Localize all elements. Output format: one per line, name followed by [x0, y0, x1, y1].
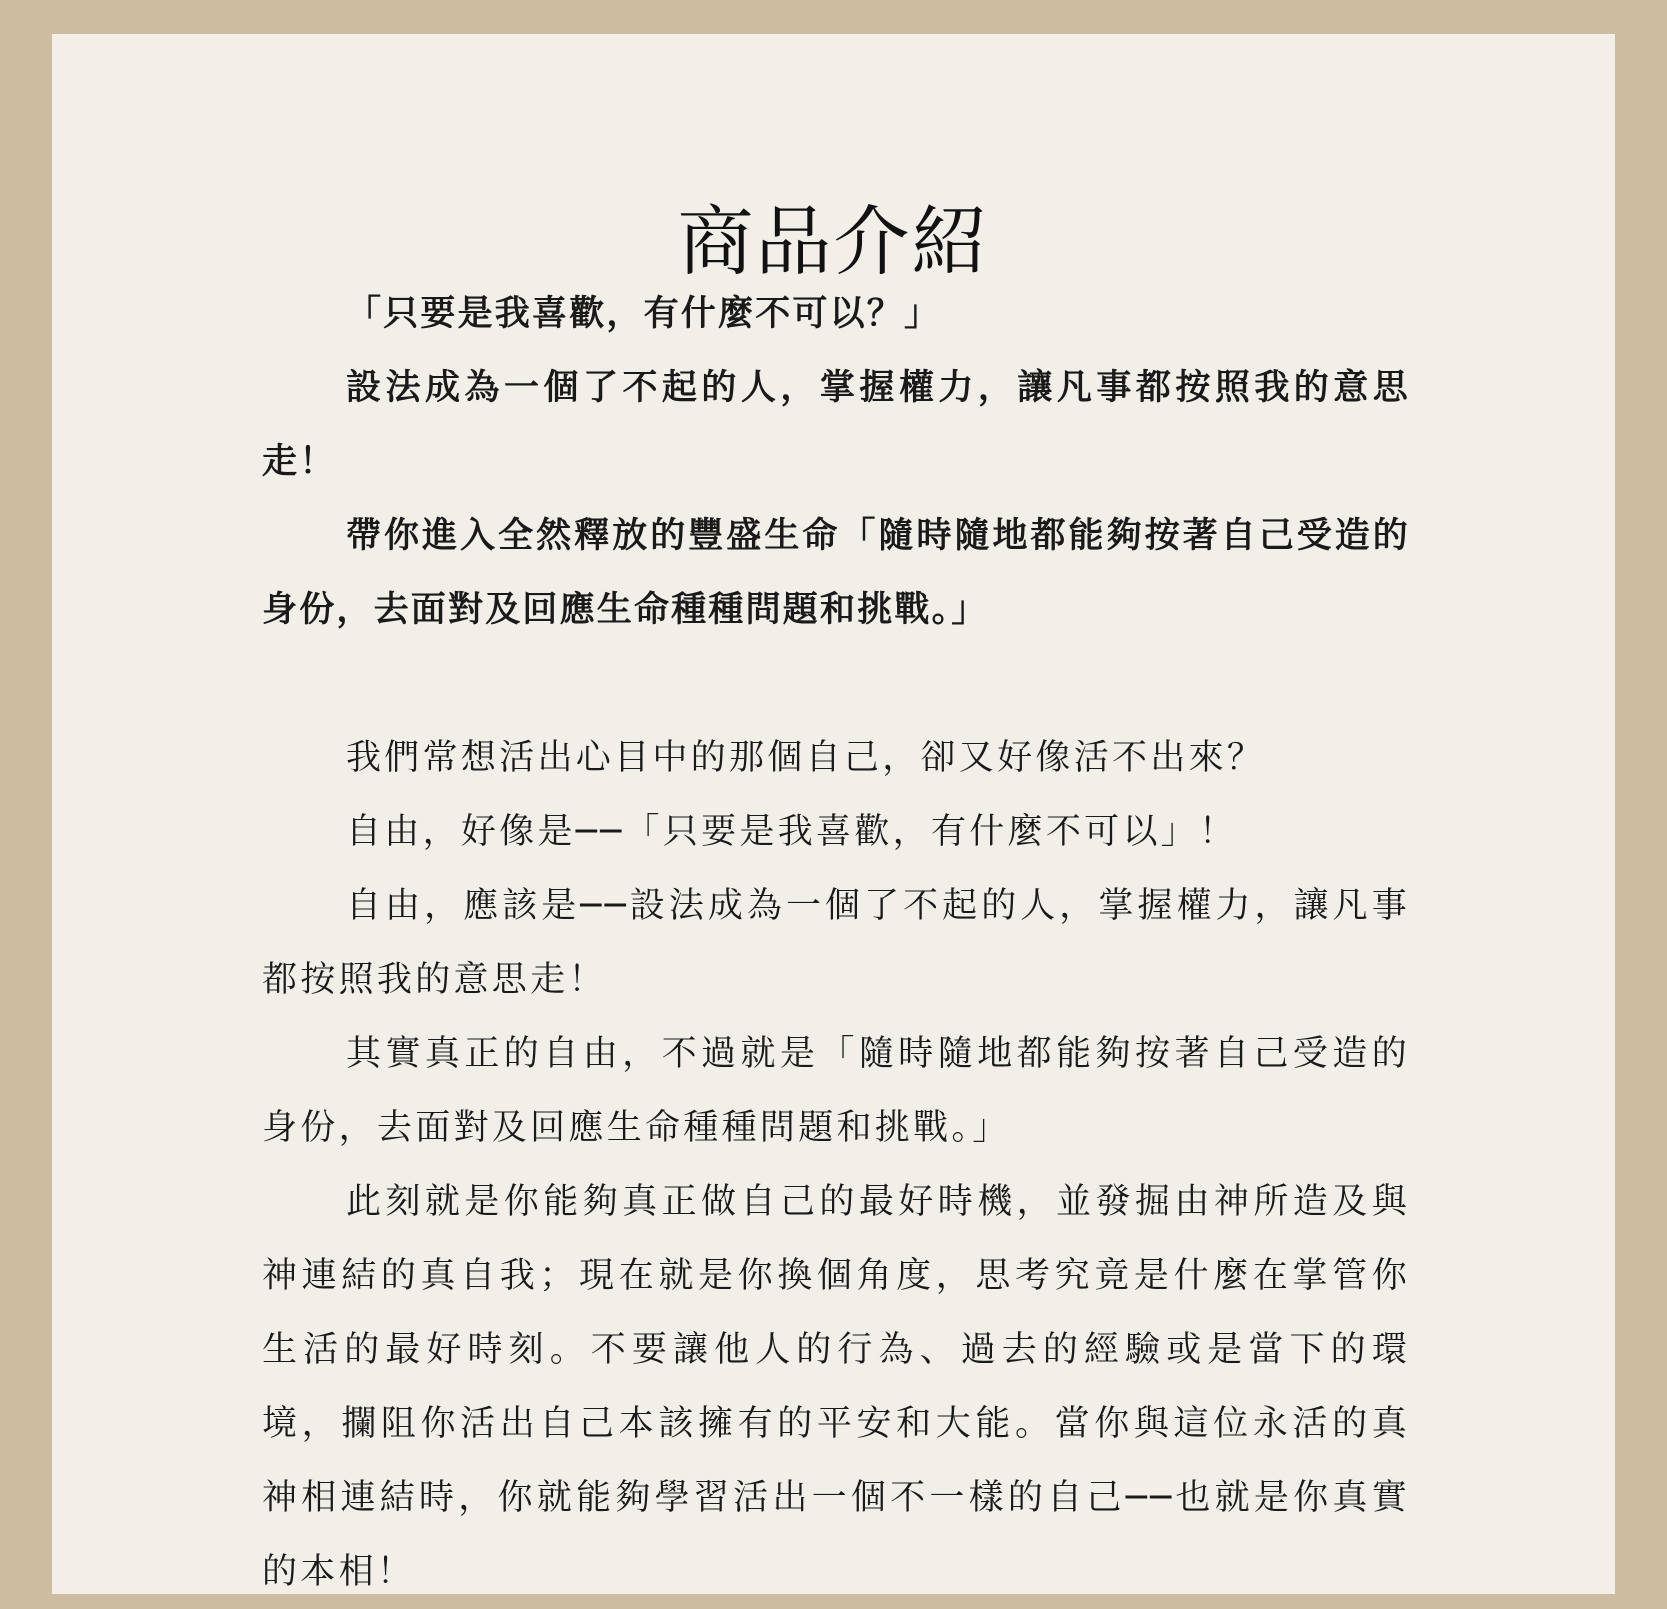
intro-paragraph: 帶你進入全然釋放的豐盛生命「隨時隨地都能夠按著自己受造的身份，去面對及回應生命種種問題和挑戰。」	[262, 515, 1410, 630]
intro-section	[262, 277, 1410, 647]
body-paragraph: 自由，好像是──「只要是我喜歡，有什麼不可以」！	[346, 812, 1238, 852]
body-paragraph: 此刻就是你能夠真正做自己的最好時機，並發掘由神所造及與神連結的真自我；現在就是你換個角度，思考究竟是什麼在掌管你生活的最好時刻。不要讓他人的行為、過去的經驗或是當下的環境，攔阻你活出自己本該擁有的平安和大能。當你與這位永活的真神相連結時，你就能夠學習活出一個不一樣的自己──也就是你真實的本相！	[262, 1182, 1410, 1592]
page-title: 商品介紹	[677, 196, 990, 286]
intro-quote: 「只要是我喜歡，有什麼不可以？」	[346, 293, 942, 334]
description-content	[262, 277, 1410, 1609]
intro-paragraph: 設法成為一個了不起的人，掌握權力，讓凡事都按照我的意思走！	[262, 367, 1410, 482]
product-description-panel	[52, 34, 1615, 1594]
section-spacer	[262, 647, 1410, 721]
body-section	[262, 721, 1410, 1609]
body-paragraph: 自由，應該是──設法成為一個了不起的人，掌握權力，讓凡事都按照我的意思走！	[262, 886, 1410, 1000]
body-paragraph: 我們常想活出心目中的那個自己，卻又好像活不出來？	[346, 738, 1266, 778]
body-paragraph: 其實真正的自由，不過就是「隨時隨地都能夠按著自己受造的身份，去面對及回應生命種種問題和挑戰。」	[262, 1034, 1410, 1148]
